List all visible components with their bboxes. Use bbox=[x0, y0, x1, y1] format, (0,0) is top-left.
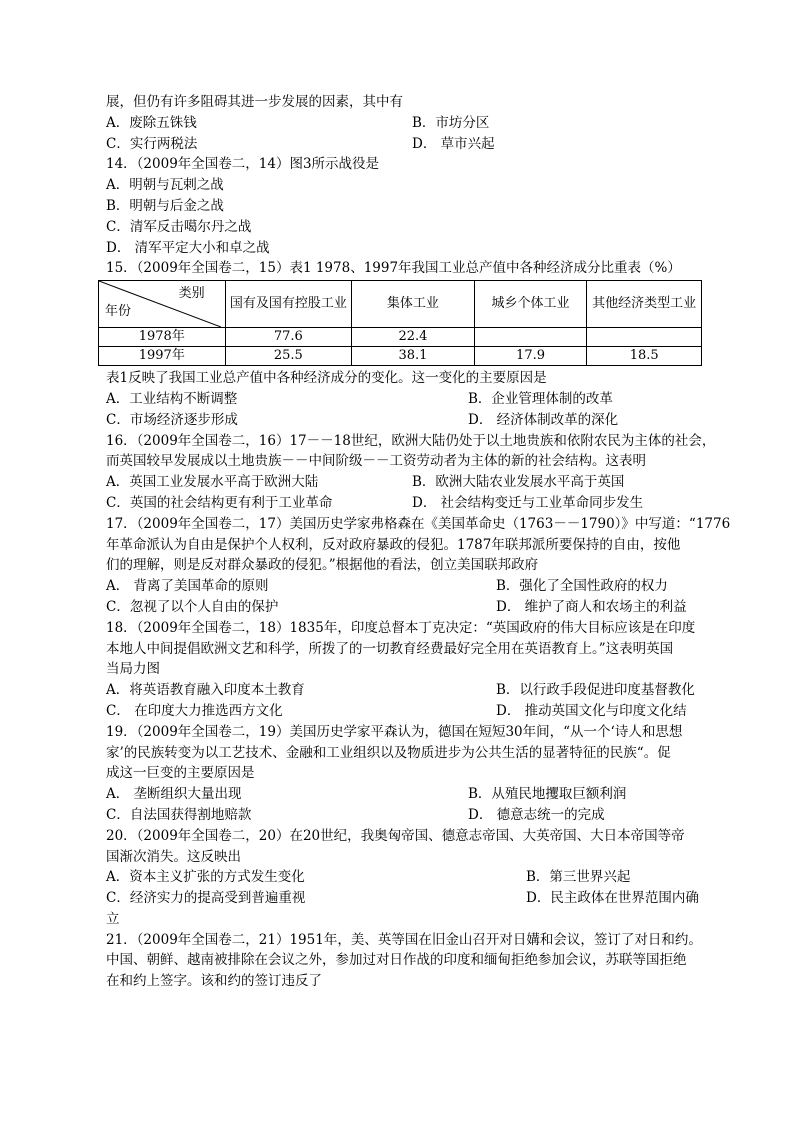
q16-stem-2: 而英国较早发展成以土地贵族－－中间阶级－－工资劳动者为主体的新的社会结构。这表明 bbox=[106, 453, 646, 470]
option-b: B．强化了全国性政府的权力 bbox=[496, 578, 668, 595]
table-row bbox=[99, 328, 702, 347]
q20-option-d-wrap: 立 bbox=[106, 910, 120, 927]
q18-stem-3: 当局力图 bbox=[106, 661, 160, 678]
option-c: C．实行两税法 bbox=[106, 135, 198, 152]
q21-stem-2: 中国、朝鲜、越南被排除在会议之外，参加过对日作战的印度和缅甸拒绝参加会议，苏联等国拒绝 bbox=[106, 952, 687, 969]
row-year: 1978年 bbox=[99, 328, 226, 347]
q20-options-cd bbox=[106, 888, 706, 909]
q15-stem: 15．（2009年全国卷二，15）表1 1978、1997年我国工业总产值中各种经济成分比重表（%） bbox=[106, 260, 681, 277]
option-d: D． 经济体制改革的深化 bbox=[468, 411, 619, 428]
q16-options-ab bbox=[106, 472, 706, 493]
option-d: D． 德意志统一的完成 bbox=[468, 806, 605, 823]
q19-stem-1: 19．（2009年全国卷二，19）美国历史学家平森认为，德国在短短30年间，“从一个‘诗人和思想 bbox=[106, 723, 683, 740]
column-header: 其他经济类型工业 bbox=[587, 281, 702, 328]
table-cell: 77.6 bbox=[225, 328, 352, 347]
q15-after-table: 表1反映了我国工业总产值中各种经济成分的变化。这一变化的主要原因是 bbox=[106, 370, 547, 387]
column-header: 国有及国有控股工业 bbox=[225, 281, 352, 328]
option-a: A．英国工业发展水平高于欧洲大陆 bbox=[106, 474, 319, 491]
option-a: A．工业结构不断调整 bbox=[106, 390, 238, 407]
q18-stem-2: 本地人中间提倡欧洲文艺和科学，所拨了的一切教育经费最好完全用在英语教育上。”这表明英国 bbox=[106, 640, 674, 657]
option-b: B．市坊分区 bbox=[412, 114, 490, 131]
q20-options-ab bbox=[106, 867, 706, 888]
q17-stem-1: 17．（2009年全国卷二，17）美国历史学家弗格森在《美国革命史（1763－－1790）》中写道：“1776 bbox=[106, 515, 731, 532]
q14-option-b: B．明朝与后金之战 bbox=[106, 197, 224, 214]
option-c: C．英国的社会结构更有利于工业革命 bbox=[106, 494, 333, 511]
option-a: A．废除五铢钱 bbox=[106, 114, 197, 131]
option-b: B．第三世界兴起 bbox=[526, 869, 631, 886]
table-row bbox=[99, 347, 702, 366]
q13-options-cd bbox=[106, 134, 706, 155]
header-category: 类别 bbox=[178, 286, 205, 302]
q17-options-ab bbox=[106, 576, 706, 597]
q15-options-ab bbox=[106, 389, 706, 410]
option-a: A．将英语教育融入印度本土教育 bbox=[106, 682, 305, 699]
table-diagonal-header bbox=[99, 281, 226, 328]
option-b: B．从殖民地攫取巨额利润 bbox=[468, 786, 627, 803]
q17-stem-3: 们的理解，则是反对群众暴政的侵犯。”根据他的看法，创立美国联邦政府 bbox=[106, 557, 539, 574]
header-year: 年份 bbox=[105, 304, 132, 320]
table-cell bbox=[587, 328, 702, 347]
option-c: C．经济实力的提高受到普遍重视 bbox=[106, 890, 306, 907]
table-cell: 17.9 bbox=[474, 347, 587, 366]
q14-option-c: C．清军反击噶尔丹之战 bbox=[106, 218, 252, 235]
q17-options-cd bbox=[106, 597, 706, 618]
economic-composition-table bbox=[98, 280, 702, 366]
q19-stem-2: 家’的民族转变为以工艺技术、金融和工业组织以及物质进步为公共生活的显著特征的民族“。促 bbox=[106, 744, 671, 761]
q14-option-d: D． 清军平定大小和卓之战 bbox=[106, 239, 270, 256]
option-a: A． 垄断组织大量出现 bbox=[106, 786, 242, 803]
option-c: C．市场经济逐步形成 bbox=[106, 411, 238, 428]
row-year: 1997年 bbox=[99, 347, 226, 366]
q21-stem-3: 在和约上签字。该和约的签订违反了 bbox=[106, 973, 322, 990]
option-c: C．忽视了以个人自由的保护 bbox=[106, 598, 279, 615]
option-b: B．欧洲大陆农业发展水平高于英国 bbox=[412, 474, 625, 491]
q14-stem: 14．（2009年全国卷二，14）图3所示战役是 bbox=[106, 156, 380, 173]
option-d: D． 社会结构变迁与工业革命同步发生 bbox=[412, 494, 644, 511]
q19-options-cd bbox=[106, 805, 706, 826]
option-b: B．以行政手段促进印度基督教化 bbox=[496, 682, 695, 699]
column-header: 城乡个体工业 bbox=[474, 281, 587, 328]
option-c: C．自法国获得割地赔款 bbox=[106, 806, 252, 823]
q18-options-cd bbox=[106, 701, 706, 722]
table-cell: 25.5 bbox=[225, 347, 352, 366]
q18-stem-1: 18．（2009年全国卷二，18）1835年，印度总督本丁克决定：“英国政府的伟大目标应该是在印度 bbox=[106, 619, 696, 636]
table-cell: 38.1 bbox=[352, 347, 475, 366]
option-a: A．资本主义扩张的方式发生变化 bbox=[106, 869, 305, 886]
q16-stem-1: 16．（2009年全国卷二，16）17－－18世纪，欧洲大陆仍处于以土地贵族和依附农民为主体的社会， bbox=[106, 432, 716, 449]
option-d: D． 推动英国文化与印度文化结 bbox=[496, 702, 687, 719]
table-cell bbox=[474, 328, 587, 347]
q16-options-cd bbox=[106, 493, 706, 514]
table-cell: 22.4 bbox=[352, 328, 475, 347]
q17-stem-2: 年革命派认为自由是保护个人权利，反对政府暴政的侵犯。1787年联邦派所要保持的自由，按他 bbox=[106, 536, 681, 553]
option-b: B．企业管理体制的改革 bbox=[468, 390, 613, 407]
q15-options-cd bbox=[106, 410, 706, 431]
q20-stem-1: 20．（2009年全国卷二，20）在20世纪，我奥匈帝国、德意志帝国、大英帝国、大日本帝国等帝 bbox=[106, 827, 685, 844]
document-page bbox=[105, 92, 731, 992]
q14-option-a: A．明朝与瓦剌之战 bbox=[106, 177, 224, 194]
q20-stem-2: 国渐次消失。这反映出 bbox=[106, 848, 241, 865]
q19-stem-3: 成这一巨变的主要原因是 bbox=[106, 765, 255, 782]
q18-options-ab bbox=[106, 680, 706, 701]
option-a: A． 背离了美国革命的原则 bbox=[106, 578, 269, 595]
option-c: C． 在印度大力推选西方文化 bbox=[106, 702, 283, 719]
q19-options-ab bbox=[106, 784, 706, 805]
option-d: D． 维护了商人和农场主的利益 bbox=[496, 598, 687, 615]
column-header: 集体工业 bbox=[352, 281, 475, 328]
option-d: D． 草市兴起 bbox=[412, 135, 495, 152]
text-line: 展，但仍有许多阻碍其进一步发展的因素，其中有 bbox=[106, 94, 403, 110]
q13-options-ab bbox=[106, 113, 706, 134]
q21-stem-1: 21．（2009年全国卷二，21）1951年，美、英等国在旧金山召开对日媾和会议，签订了对日和约。 bbox=[106, 931, 702, 948]
option-d: D．民主政体在世界范围内确 bbox=[526, 890, 699, 907]
table-cell: 18.5 bbox=[587, 347, 702, 366]
